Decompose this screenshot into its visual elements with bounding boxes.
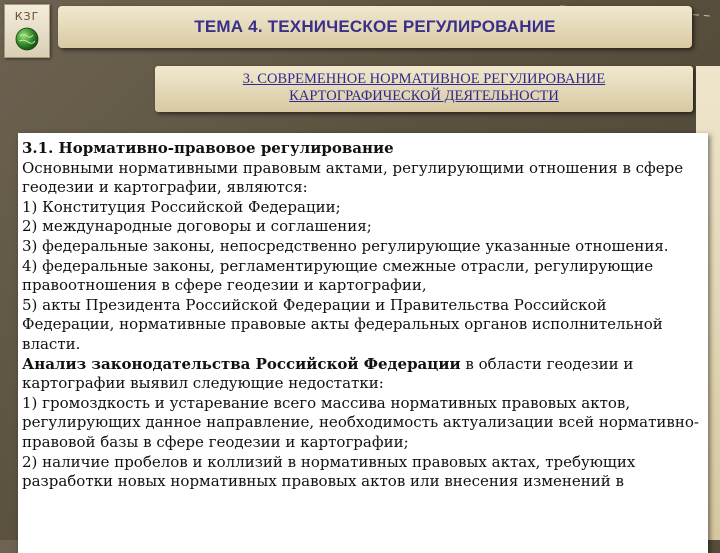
list-item: 3) федеральные законы, непосредственно регулирующие указанные отношения. [22,236,669,255]
list-item: 1) Конституция Российской Федерации; [22,197,341,216]
content-panel [18,133,708,553]
globe-icon [15,27,39,51]
subtitle-line-2: КАРТОГРАФИЧЕСКОЙ ДЕЯТЕЛЬНОСТИ [289,88,559,104]
analysis-bold: Анализ законодательства Российской Федерации [22,354,461,373]
section-heading: 3.1. Нормативно-правовое регулирование [22,139,394,157]
list-item: 5) акты Президента Российской Федерации и Правительства Российской Федерации, нормативные правовые акты федеральных органов исполнительной власти. [22,295,663,353]
subtitle-line-1: 3. СОВРЕМЕННОЕ НОРМАТИВНОЕ РЕГУЛИРОВАНИЕ [242,71,606,87]
list-item: 1) громоздкость и устаревание всего массива нормативных правовых актов, регулирующих данное направление, необходимость актуализации всей нормативно-правовой базы в сфере геодезии и картографии; [22,393,699,451]
title-bar [58,6,692,48]
logo [4,4,50,58]
logo-text: КЗГ [14,10,40,23]
list-item: 2) наличие пробелов и коллизий в нормативных правовых актах, требующих разработки новых нормативных правовых актов или внесения изменений в [22,452,636,491]
page-title: ТЕМА 4. ТЕХНИЧЕСКОЕ РЕГУЛИРОВАНИЕ [194,17,556,36]
list-item: 4) федеральные законы, регламентирующие смежные отрасли, регулирующие правоотношения в сфере геодезии и картографии, [22,256,654,295]
intro-text: Основными нормативными правовым актами, регулирующими отношения в сфере геодезии и картографии, являются: [22,158,684,197]
list-item: 2) международные договоры и соглашения; [22,217,372,236]
analysis-rest: в области геодезии и картографии выявил следующие недостатки: [22,354,634,393]
analysis-paragraph [22,355,702,394]
subtitle-bar [155,66,693,112]
